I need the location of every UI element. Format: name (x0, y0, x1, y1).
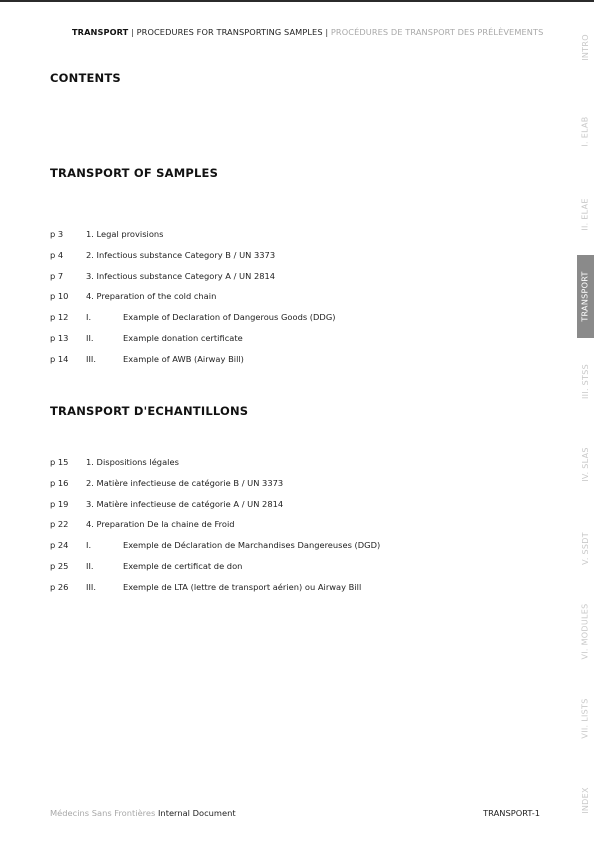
toc-page-number: p 15 (50, 457, 69, 467)
toc-entry[interactable] (50, 333, 530, 354)
toc-page-number: p 14 (50, 353, 69, 364)
tab-iii-stss[interactable] (577, 355, 594, 407)
tab-label: VI. MODULES (581, 602, 590, 660)
toc-entry-text: 2. Matière infectieuse de catégorie B / UN 3373 (86, 477, 284, 488)
toc-page-number: p 13 (50, 332, 69, 343)
toc-entry[interactable] (50, 540, 530, 561)
toc-entry-text: 1. Legal provisions (86, 229, 164, 239)
toc-entry[interactable] (50, 271, 530, 292)
footer-organization: Médecins Sans Frontières (50, 808, 156, 818)
tab-i-elab[interactable] (577, 105, 594, 157)
toc-entry-text: 3. Infectious substance Category A / UN 2814 (86, 270, 276, 281)
tab-v-ssdt[interactable] (577, 522, 594, 574)
toc-roman-numeral: III. (86, 353, 96, 364)
tab-label: INTRO (581, 33, 590, 61)
toc-page-number: p 12 (50, 312, 69, 323)
tab-label: III. STSS (581, 363, 590, 399)
header-section: TRANSPORT (72, 27, 129, 37)
toc-roman-numeral: II. (86, 332, 94, 343)
contents-title: CONTENTS (50, 71, 121, 85)
toc-roman-numeral: I. (86, 540, 92, 551)
toc-roman-numeral: III. (86, 581, 96, 592)
tab-label: TRANSPORT (581, 271, 590, 322)
toc-page-number: p 22 (50, 519, 69, 530)
toc-entry-text: 4. Preparation of the cold chain (86, 291, 217, 302)
tab-label: IV. SLAS (581, 446, 590, 482)
toc-entry[interactable] (50, 229, 530, 250)
toc-entry-text: Exemple de certificat de don (123, 560, 243, 571)
header-separator: | (325, 27, 329, 37)
top-rule (0, 0, 594, 2)
tab-iv-slas[interactable] (577, 438, 594, 490)
header-title-en: PROCEDURES FOR TRANSPORTING SAMPLES (136, 27, 323, 37)
header-separator: | (131, 27, 134, 37)
toc-entry-text: 2. Infectious substance Category B / UN 3373 (86, 249, 276, 260)
tab-vi-modules[interactable] (577, 596, 594, 666)
tab-ii-elae[interactable] (577, 188, 594, 240)
header-title-fr: PROCÉDURES DE TRANSPORT DES PRÉLÈVEMENTS (330, 27, 544, 37)
toc-page-number: p 24 (50, 540, 69, 551)
toc-entry-text: 4. Preparation De la chaine de Froid (86, 519, 235, 530)
toc-page-number: p 19 (50, 498, 69, 509)
section-title-en: TRANSPORT OF SAMPLES (50, 166, 219, 180)
toc-page-number: p 4 (50, 249, 64, 260)
toc-page-number: p 3 (50, 229, 64, 239)
section-title-fr: TRANSPORT D'ECHANTILLONS (50, 404, 249, 418)
running-header (72, 27, 543, 37)
toc-entry-text: Exemple de LTA (lettre de transport aérien) ou Airway Bill (123, 581, 362, 592)
tab-index[interactable] (577, 775, 594, 825)
toc-entry[interactable] (50, 561, 530, 582)
toc-entry[interactable] (50, 582, 530, 603)
toc-list-en (50, 229, 530, 375)
footer-page-id: TRANSPORT-1 (483, 808, 540, 818)
toc-entry[interactable] (50, 519, 530, 540)
toc-entry-text: 1. Dispositions légales (86, 457, 179, 467)
toc-page-number: p 10 (50, 291, 69, 302)
toc-entry[interactable] (50, 478, 530, 499)
toc-entry-text: Example donation certificate (123, 332, 243, 343)
toc-roman-numeral: II. (86, 560, 94, 571)
tab-label: INDEX (581, 786, 591, 814)
tab-label: VII. LISTS (581, 697, 591, 739)
footer-left (50, 808, 236, 818)
tab-label: I. ELAB (581, 115, 591, 147)
toc-page-number: p 26 (50, 581, 69, 592)
toc-entry[interactable] (50, 457, 530, 478)
toc-entry-text: Exemple de Déclaration de Marchandises Dangereuses (DGD) (123, 540, 381, 551)
toc-page-number: p 16 (50, 477, 69, 488)
toc-page-number: p 7 (50, 270, 64, 281)
toc-entry-text: Example of AWB (Airway Bill) (123, 353, 244, 364)
toc-entry[interactable] (50, 499, 530, 520)
footer-document-type: Internal Document (157, 808, 236, 818)
toc-entry[interactable] (50, 291, 530, 312)
section-tab-sidebar (577, 0, 594, 842)
tab-transport[interactable] (577, 255, 594, 338)
toc-roman-numeral: I. (86, 312, 92, 323)
toc-page-number: p 25 (50, 560, 69, 571)
toc-entry-text: Example of Declaration of Dangerous Goods (DDG) (123, 312, 336, 323)
toc-entry[interactable] (50, 250, 530, 271)
toc-list-fr (50, 457, 530, 603)
tab-label: II. ELAE (581, 197, 590, 231)
toc-entry[interactable] (50, 354, 530, 375)
tab-vii-lists[interactable] (577, 688, 594, 748)
tab-label: V. SSDT (581, 531, 590, 565)
tab-intro[interactable] (577, 22, 594, 72)
toc-entry[interactable] (50, 312, 530, 333)
toc-entry-text: 3. Matière infectieuse de catégorie A / UN 2814 (86, 498, 284, 509)
